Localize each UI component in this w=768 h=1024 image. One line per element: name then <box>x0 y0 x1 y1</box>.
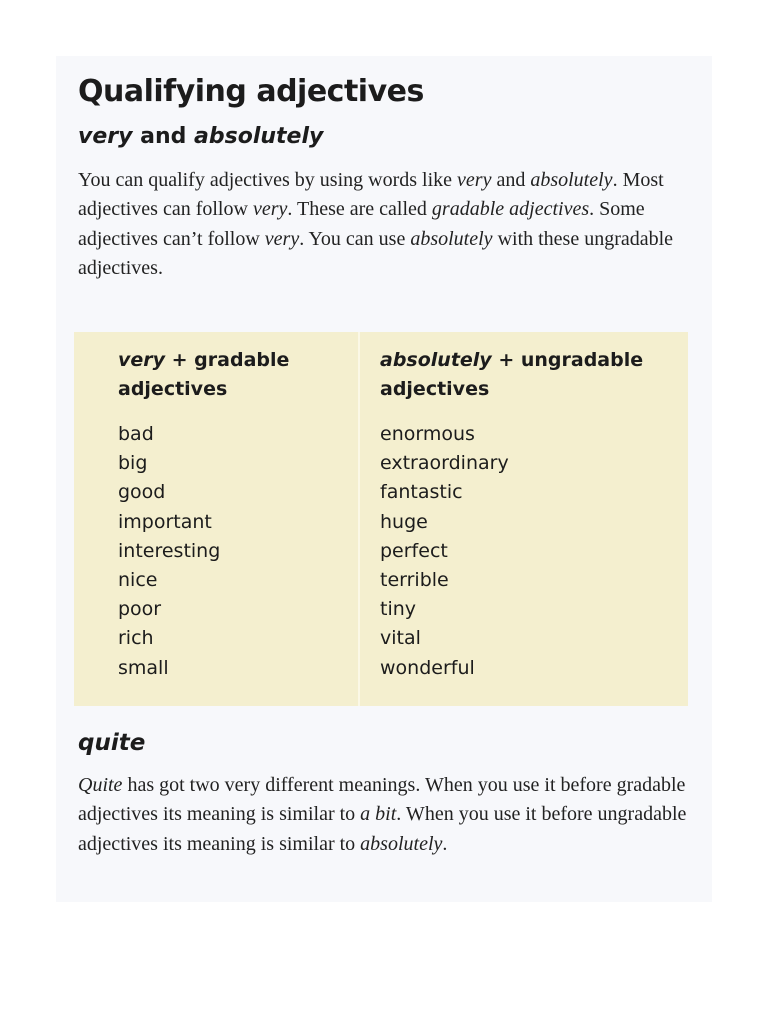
ungradable-adjective: enormous <box>380 423 475 445</box>
section-heading-very-absolutely <box>78 124 323 149</box>
intro-text: with these ungradable adjectives. <box>78 227 674 279</box>
intro-text: . You can use <box>299 227 411 250</box>
header-text: + ungradable adjectives <box>380 349 644 400</box>
intro-italic: gradable adjectives <box>431 198 590 221</box>
quite-text: . <box>442 832 448 855</box>
intro-text: You can qualify adjectives by using words like <box>78 169 458 191</box>
gradable-adjective: rich <box>118 627 154 650</box>
gradable-adjective: good <box>118 481 166 504</box>
gradable-adjective: small <box>118 656 169 679</box>
intro-text: . Some adjectives can’t follow <box>78 198 645 250</box>
intro-italic: absolutely <box>410 227 493 250</box>
intro-text: and <box>491 169 531 191</box>
quite-italic: a bit <box>360 803 397 826</box>
ungradable-column-header <box>380 346 680 404</box>
quite-text: has got two very different meanings. When you use it before gradable adjectives its meaning is similar to <box>78 774 686 826</box>
gradable-column <box>118 346 348 683</box>
section-heading-quite: quite <box>78 730 146 756</box>
ungradable-column <box>380 346 680 683</box>
page-title: Qualifying adjectives <box>78 74 424 109</box>
header-text: + gradable adjectives <box>118 349 290 400</box>
ungradable-adjective: huge <box>380 510 428 533</box>
quite-italic: absolutely <box>360 832 443 855</box>
intro-italic: very <box>252 198 288 221</box>
quite-italic: Quite <box>78 774 123 796</box>
ungradable-adjective: extraordinary <box>380 452 509 475</box>
ungradable-adjective: vital <box>380 627 421 650</box>
intro-italic: very <box>457 169 492 191</box>
ungradable-adjective: tiny <box>380 598 417 621</box>
ungradable-adjective: fantastic <box>380 481 463 504</box>
gradable-adjective: interesting <box>118 539 221 562</box>
intro-paragraph <box>78 166 698 283</box>
gradable-adjective: big <box>118 452 148 475</box>
heading-word-and: and <box>132 124 195 149</box>
intro-text: . These are called <box>287 198 432 221</box>
ungradable-adjective: perfect <box>380 539 448 562</box>
adjectives-table <box>74 332 688 706</box>
intro-text: . Most adjectives can follow <box>78 169 664 221</box>
ungradable-adjective: terrible <box>380 569 449 592</box>
gradable-column-header <box>118 346 348 404</box>
header-italic: very <box>118 349 166 371</box>
intro-italic: very <box>264 227 300 250</box>
gradable-adjective: poor <box>118 598 162 621</box>
quite-text: . When you use it before ungradable adjectives its meaning is similar to <box>78 803 687 855</box>
quite-paragraph <box>78 771 698 859</box>
gradable-adjective: important <box>118 510 212 533</box>
heading-word-very: very <box>78 124 133 149</box>
header-italic: absolutely <box>380 349 492 371</box>
heading-word-absolutely: absolutely <box>194 124 324 149</box>
gradable-adjective: nice <box>118 569 158 592</box>
intro-italic: absolutely <box>530 169 613 191</box>
gradable-adjective: bad <box>118 423 154 445</box>
ungradable-adjective: wonderful <box>380 656 475 679</box>
column-divider <box>358 332 360 706</box>
